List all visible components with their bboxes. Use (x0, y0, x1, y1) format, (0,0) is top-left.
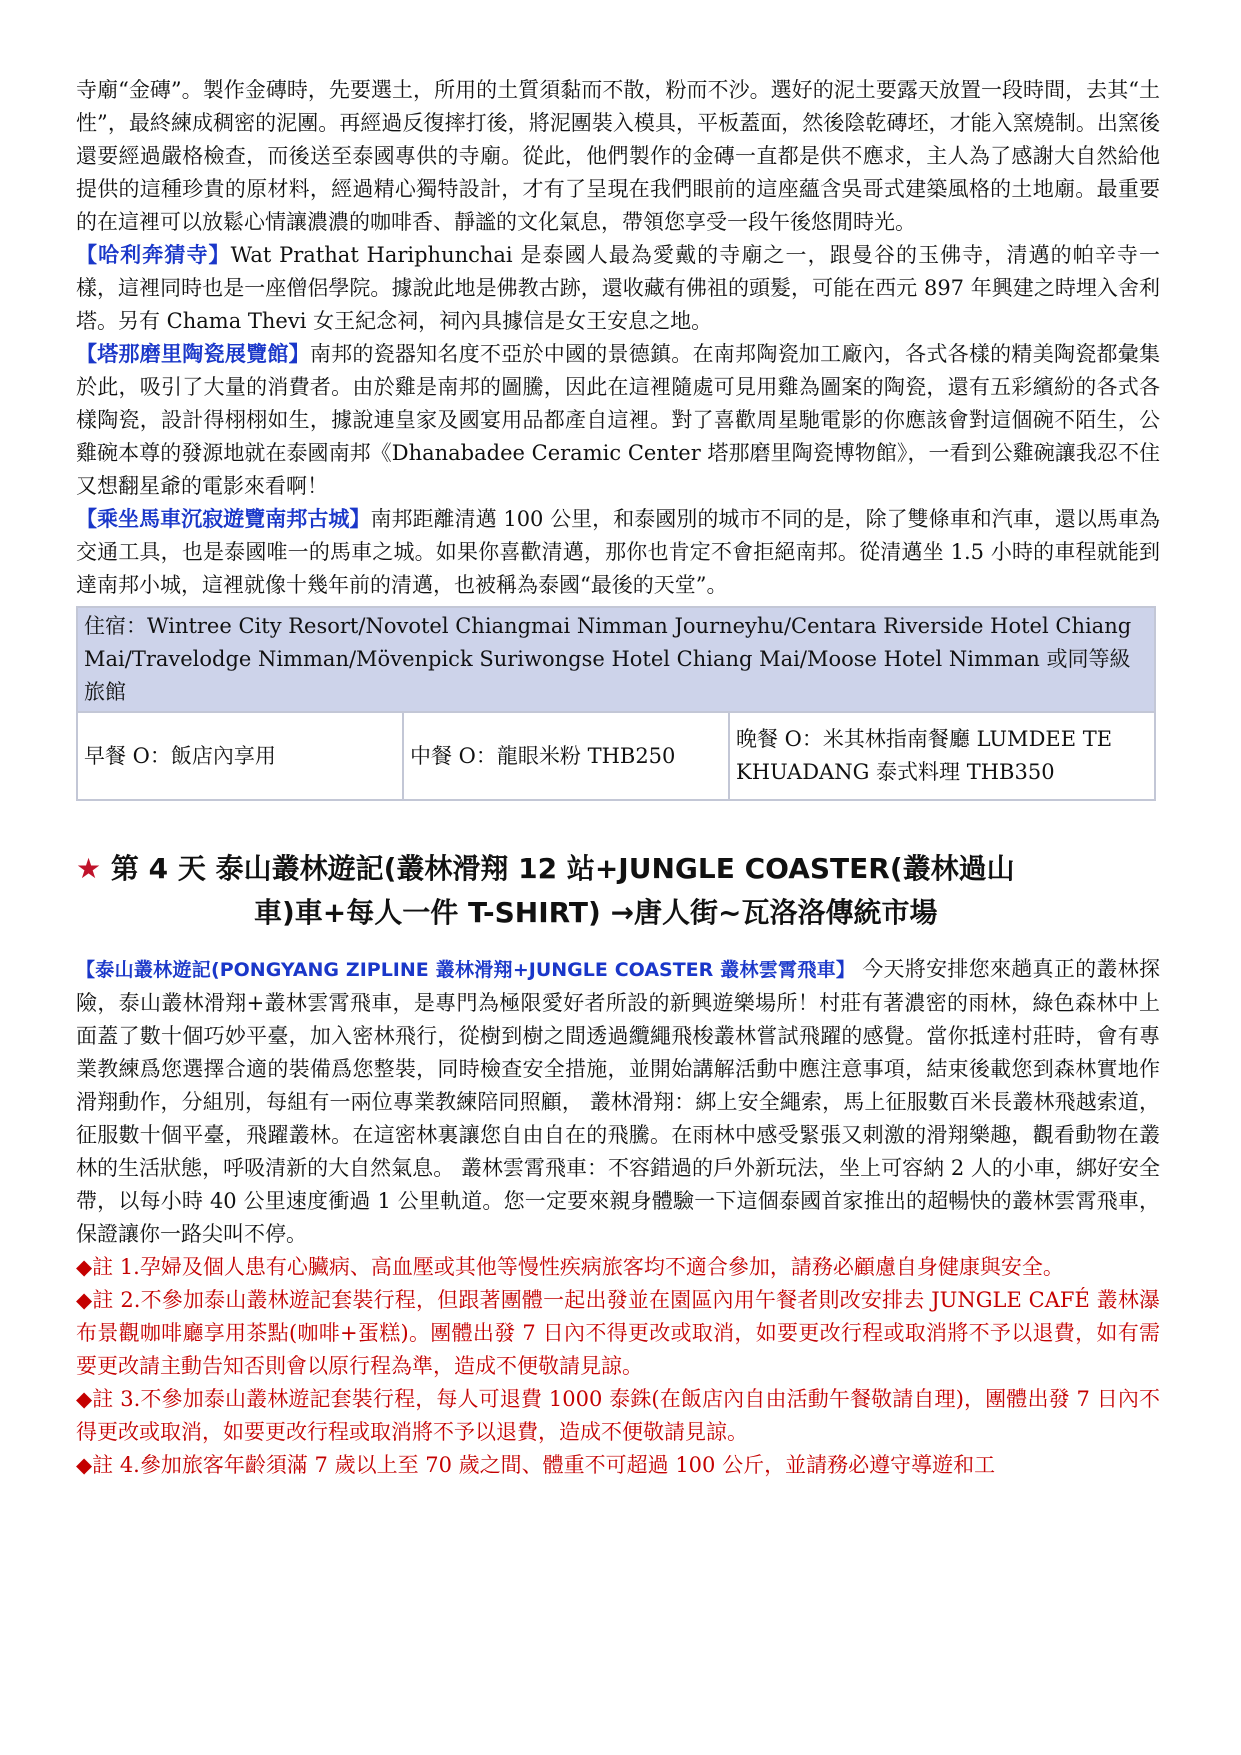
day4-description (76, 953, 1160, 1251)
section-text: 南邦距離清邁 100 公里，和泰國別的城市不同的是，除了雙條車和汽車，還以馬車為交通工具，也是泰國唯一的馬車之城。如果你喜歡清邁，那你也肯定不會拒絕南邦。從清邁坐 1.5 小時的車程就能到達南邦小城，這裡就像十幾年前的清邁，也被稱為泰國“最後的天堂”。 (76, 507, 1160, 597)
lodging-meals-table (76, 606, 1156, 801)
day4-heading (76, 847, 1160, 935)
section-title: 【塔那磨里陶瓷展覽館】 (76, 342, 310, 366)
section-title: 【哈利奔猜寺】 (76, 243, 231, 267)
day4-title: 【泰山叢林遊記(PONGYANG ZIPLINE 叢林滑翔+JUNGLE COASTER 叢林雲霄飛車】 (76, 959, 856, 981)
lodging-cell: 住宿：Wintree City Resort/Novotel Chiangmai Nimman Journeyhu/Centara Riverside Hotel Chiang Mai/Travelodge Nimman/Mövenpick Suriwongse Hotel Chiang Mai/Moose Hotel Nimman 或同等級旅館 (77, 607, 1155, 712)
section-text: Wat Prathat Hariphunchai 是泰國人最為愛戴的寺廟之一，跟曼谷的玉佛寺，清邁的帕辛寺一樣，這裡同時也是一座僧侶學院。據說此地是佛教古跡，還收藏有佛祖的頭髮，可能在西元 897 年興建之時埋入舍利塔。另有 Chama Thevi 女王紀念祠，祠內具據信是女王安息之地。 (76, 243, 1161, 333)
day4-text: 今天將安排您來趟真正的叢林探險，泰山叢林滑翔+叢林雲霄飛車，是專門為極限愛好者所設的新興遊樂場所！村莊有著濃密的雨林，綠色森林中上面蓋了數十個巧妙平臺，加入密林飛行，從樹到樹之間透過纜繩飛梭叢林嘗試飛躍的感覺。當你抵達村莊時，會有專業教練爲您選擇合適的裝備爲您整裝，同時檢查安全措施，並開始講解活動中應注意事項，結束後載您到森林實地作滑翔動作，分組別，每組有一兩位專業教練陪同照顧， 叢林滑翔：綁上安全繩索，馬上征服數百米長叢林飛越索道，征服數十個平臺，飛躍叢林。在這密林裏讓您自由自在的飛騰。在雨林中感受緊張又刺激的滑翔樂趣，觀看動物在叢林的生活狀態，呼吸清新的大自然氣息。 叢林雲霄飛車：不容錯過的戶外新玩法，坐上可容納 2 人的小車，綁好安全帶，以每小時 40 公里速度衝過 1 公里軌道。您一定要來親身體驗一下這個泰國首家推出的超暢快的叢林雲霄飛車，保證讓你一路尖叫不停。 (76, 957, 1160, 1246)
itinerary-page (76, 74, 1160, 1482)
lunch-cell: 中餐 O：龍眼米粉 THB250 (403, 712, 729, 800)
section-title: 【乘坐馬車沉寂遊覽南邦古城】 (76, 507, 371, 531)
dinner-cell: 晚餐 O：米其林指南餐廳 LUMDEE TE KHUADANG 泰式料理 THB350 (729, 712, 1155, 800)
note-2: ◆註 2.不參加泰山叢林遊記套裝行程，但跟著團體一起出發並在園區內用午餐者則改安排去 JUNGLE CAFÉ 叢林瀑布景觀咖啡廳享用茶點(咖啡+蛋糕)。團體出發 7 日內不得更改或取消，如要更改行程或取消將不予以退費，如有需要更改請主動告知否則會以原行程為準，造成不便敬請見諒。 (76, 1288, 1160, 1378)
section-hariphunchai (76, 239, 1160, 338)
day4-heading-line1: 第 4 天 泰山叢林遊記(叢林滑翔 12 站+JUNGLE COASTER(叢林過山 (110, 852, 1015, 885)
note-4: ◆註 4.參加旅客年齡須滿 7 歲以上至 70 歲之間、體重不可超過 100 公斤，並請務必遵守導遊和工 (76, 1453, 996, 1477)
day4-heading-line2: 車)車+每人一件 T-SHIRT) →唐人街~瓦洛洛傳統市場 (254, 896, 938, 929)
intro-paragraph: 寺廟“金磚”。製作金磚時，先要選土，所用的土質須黏而不散，粉而不沙。選好的泥土要露天放置一段時間，去其“土性”，最終練成稠密的泥團。再經過反復摔打後，將泥團裝入模具，平板蓋面，然後陰乾磚坯，才能入窯燒制。出窯後還要經過嚴格檢查，而後送至泰國專供的寺廟。從此，他們製作的金磚一直都是供不應求，主人為了感謝大自然給他提供的這種珍貴的原材料，經過精心獨特設計，才有了呈現在我們眼前的這座蘊含吳哥式建築風格的土地廟。最重要的在這裡可以放鬆心情讓濃濃的咖啡香、靜謐的文化氣息，帶領您享受一段午後悠閒時光。 (76, 78, 1160, 234)
star-icon: ★ (76, 852, 102, 885)
breakfast-cell: 早餐 O：飯店內享用 (77, 712, 403, 800)
section-text: 南邦的瓷器知名度不亞於中國的景德鎮。在南邦陶瓷加工廠內，各式各樣的精美陶瓷都彙集於此，吸引了大量的消費者。由於雞是南邦的圖騰，因此在這裡隨處可見用雞為圖案的陶瓷，還有五彩繽紛的各式各樣陶瓷，設計得栩栩如生，據說連皇家及國宴用品都產自這裡。對了喜歡周星馳電影的你應該會對這個碗不陌生，公雞碗本尊的發源地就在泰國南邦《Dhanabadee Ceramic Center 塔那磨里陶瓷博物館》，一看到公雞碗讓我忍不住又想翻星爺的電影來看啊！ (76, 342, 1160, 498)
section-horse-carriage (76, 503, 1160, 602)
note-3: ◆註 3.不參加泰山叢林遊記套裝行程，每人可退費 1000 泰銖(在飯店內自由活動午餐敬請自理)，團體出發 7 日內不得更改或取消，如要更改行程或取消將不予以退費，造成不便敬請見諒。 (76, 1387, 1160, 1444)
section-ceramic-museum (76, 338, 1160, 503)
note-1: ◆註 1.孕婦及個人患有心臟病、高血壓或其他等慢性疾病旅客均不適合參加，請務必顧慮自身健康與安全。 (76, 1255, 1064, 1279)
